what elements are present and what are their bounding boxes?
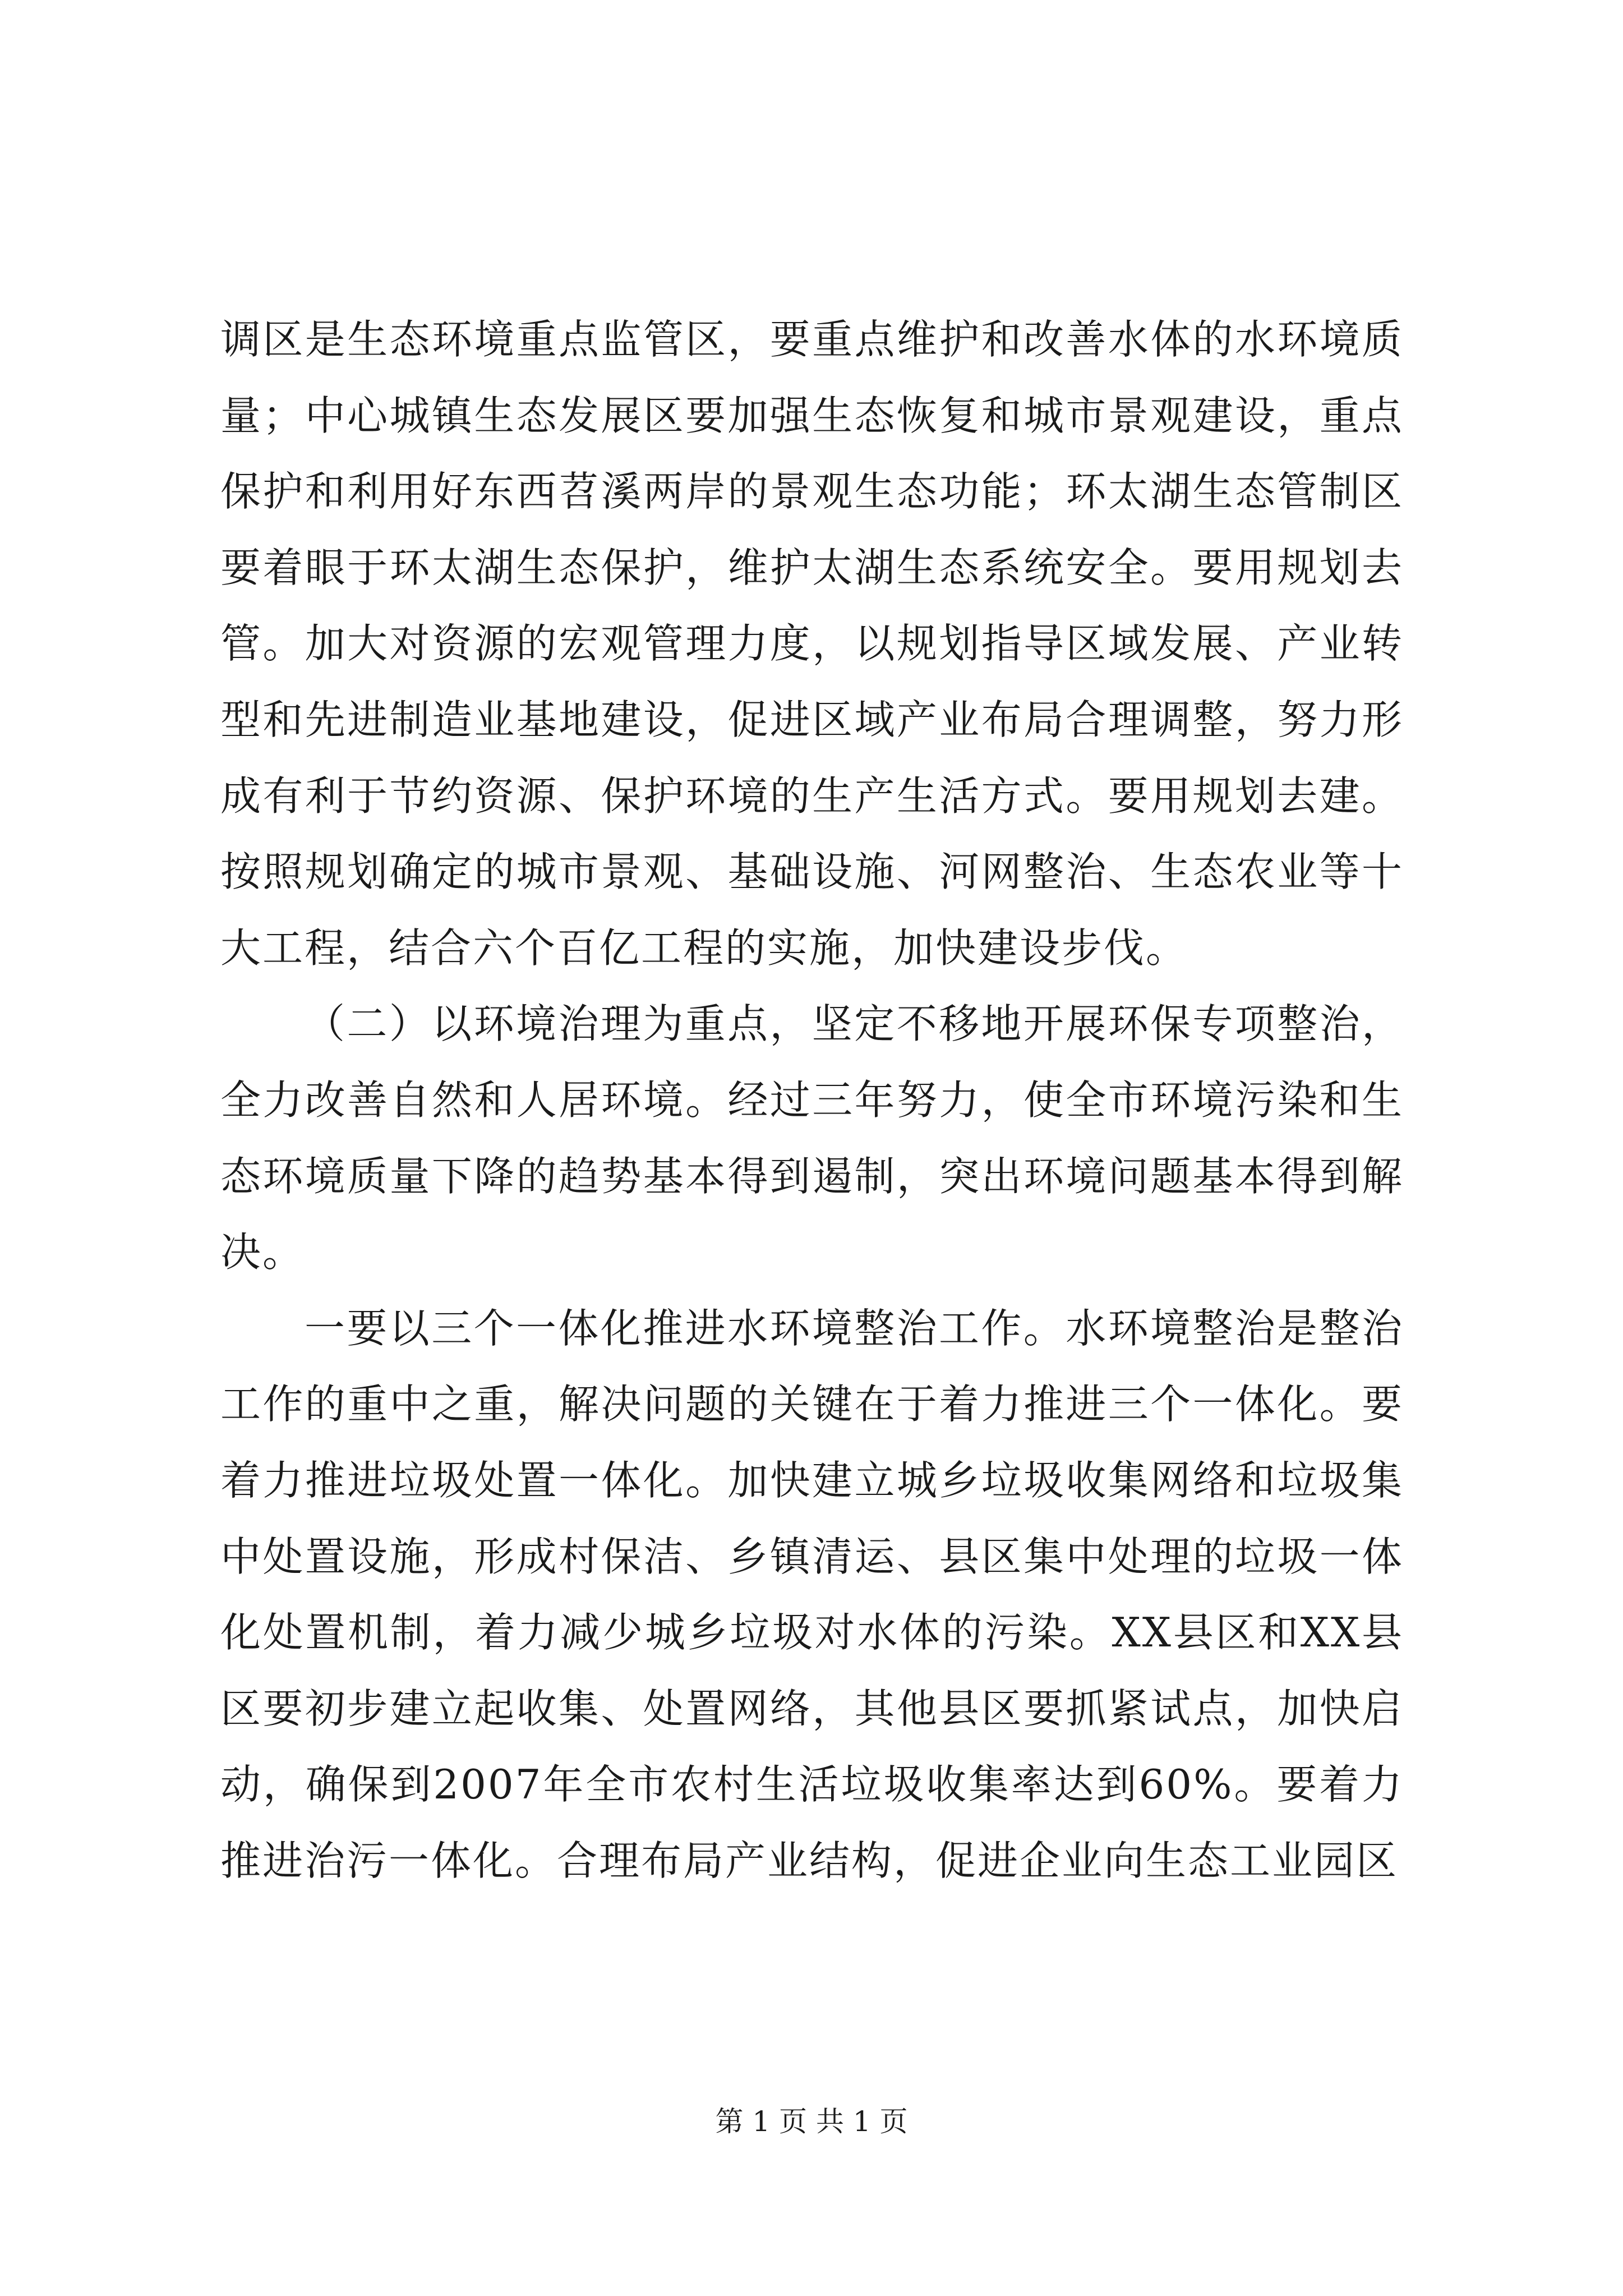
paragraph-water-environment: 一要以三个一体化推进水环境整治工作。水环境整治是整治工作的重中之重，解决问题的关键在于着力推进三个一体化。要着力推进垃圾处置一体化。加快建立城乡垃圾收集网络和垃圾集中处置设施，形成村保洁、乡镇清运、县区集中处理的垃圾一体化处置机制，着力减少城乡垃圾对水体的污染。XX县区和XX县区要初步建立起收集、处置网络，其他县区要抓紧试点，加快启动，确保到2007年全市农村生活垃圾收集率达到60%。要着力推进治污一体化。合理布局产业结构，促进企业向生态工业园区 (220, 1304, 1404, 1884)
page-footer (0, 2105, 1623, 2138)
document-body (220, 302, 1404, 1899)
paragraph-continuation: 调区是生态环境重点监管区，要重点维护和改善水体的水环境质量；中心城镇生态发展区要加强生态恢复和城市景观建设，重点保护和利用好东西苕溪两岸的景观生态功能；环太湖生态管制区要着眼于环太湖生态保护，维护太湖生态系统安全。要用规划去管。加大对资源的宏观管理力度，以规划指导区域发展、产业转型和先进制造业基地建设，促进区域产业布局合理调整，努力形成有利于节约资源、保护环境的生产生活方式。要用规划去建。按照规划确定的城市景观、基础设施、河网整治、生态农业等十大工程，结合六个百亿工程的实施，加快建设步伐。 (220, 316, 1404, 972)
page-number-label: 第 1 页 共 1 页 (715, 2105, 908, 2138)
paragraph-section-two: （二）以环境治理为重点，坚定不移地开展环保专项整治，全力改善自然和人居环境。经过三年努力，使全市环境污染和生态环境质量下降的趋势基本得到遏制，突出环境问题基本得到解决。 (220, 1000, 1404, 1276)
